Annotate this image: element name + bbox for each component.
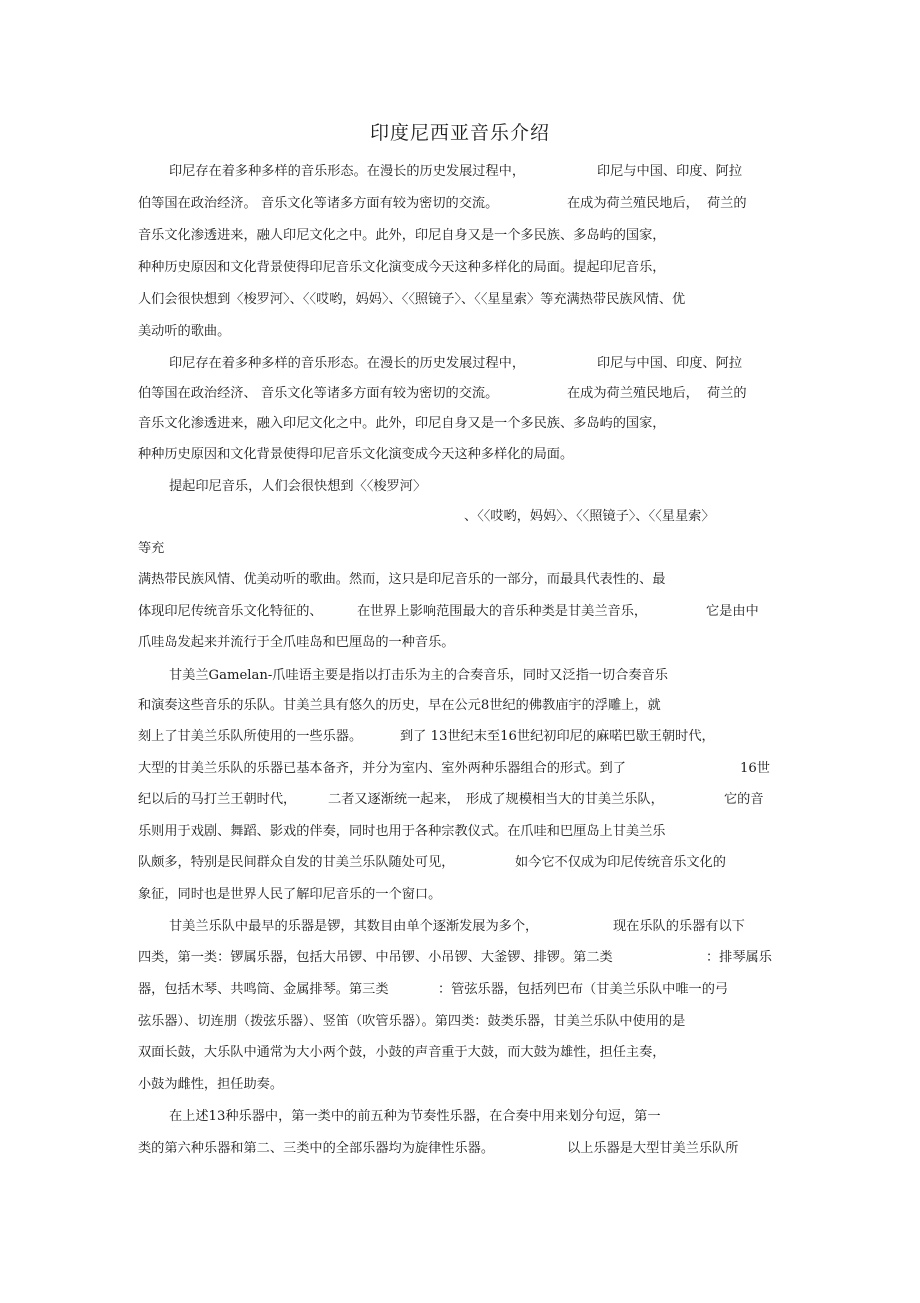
text-line: 提起印尼音乐，人们会很快想到〈〈梭罗河〉 (169, 479, 427, 494)
text-line: 印尼与中国、印度、阿拉 (597, 356, 743, 371)
text-line: 队颇多，特别是民间群众自发的甘美兰乐队随处可见， (138, 855, 455, 870)
text-line: 在成为荷兰殖民地后， (567, 386, 699, 401)
text-line: 现在乐队的乐器有以下 (613, 919, 745, 934)
text-line: 甘美兰Gamelan-爪哇语主要是指以打击乐为主的合奏音乐，同时又泛指一切合奏音乐 (169, 668, 668, 683)
text-line: ：管弦乐器，包括列巴布（甘美兰乐队中唯一的弓 (438, 982, 729, 997)
text-line: 音乐文化渗透进来，融人印尼文化之中。此外，印尼自身又是一个多民族、多岛屿的国家， (138, 228, 666, 243)
text-line: 体现印尼传统音乐文化特征的、 (138, 604, 323, 619)
text-line: 16世 (740, 761, 770, 776)
text-line: 小鼓为雌性，担任助奏。 (138, 1077, 284, 1092)
text-line: 二者又逐渐统一起来， (328, 792, 460, 807)
text-line: 到了 13世纪末至16世纪初印尼的麻喏巴歇王朝时代， (400, 729, 715, 744)
text-line: 以上乐器是大型甘美兰乐队所 (567, 1141, 739, 1156)
text-line: 、〈〈哎哟，妈妈〉、〈〈照镜子〉、〈〈星星索〉 (464, 509, 715, 524)
text-line: 和演奏这些音乐的乐队。甘美兰具有悠久的历史，早在公元8世纪的佛教庙宇的浮雕上，就 (138, 698, 661, 713)
text-line: 音乐文化渗透进来，融入印尼文化之中。此外，印尼自身又是一个多民族、多岛屿的国家， (138, 416, 666, 431)
text-line: 刻上了甘美兰乐队所使用的一些乐器。 (138, 729, 363, 744)
text-line: 类的第六种乐器和第二、三类中的全部乐器均为旋律性乐器。 (138, 1141, 495, 1156)
text-line: 在成为荷兰殖民地后， (567, 196, 699, 211)
text-line: 爪哇岛发起来并流行于全爪哇岛和巴厘岛的一种音乐。 (138, 635, 455, 650)
text-line: 等充 (138, 541, 165, 556)
text-line: 在世界上影响范围最大的音乐种类是甘美兰音乐， (357, 604, 648, 619)
text-line: 人们会很快想到〈梭罗河〉、〈〈哎哟，妈妈〉、〈〈照镜子〉、〈〈星星索〉等充满热带民族风情、优 (138, 292, 686, 307)
text-line: 荷兰的 (707, 196, 747, 211)
text-line: 在上述13种乐器中，第一类中的前五种为节奏性乐器，在合奏中用来划分句逗，第一 (169, 1109, 661, 1124)
text-line: 荷兰的 (707, 386, 747, 401)
text-line: 器，包括木琴、共鸣筒、金属排琴。第三类 (138, 982, 389, 997)
text-line: 弦乐器）、切连朋（拨弦乐器）、竖笛（吹管乐器）。第四类：鼓类乐器，甘美兰乐队中使用的是 (138, 1014, 686, 1029)
text-line: 满热带民族风情、优美动听的歌曲。然而，这只是印尼音乐的一部分，而最具代表性的、最 (138, 572, 666, 587)
text-line: 象征，同时也是世界人民了解印尼音乐的一个窗口。 (138, 887, 442, 902)
text-line: 双面长鼓，大乐队中通常为大小两个鼓，小鼓的声音重于大鼓，而大鼓为雄性，担任主奏， (138, 1045, 666, 1060)
text-line: 乐则用于戏剧、舞蹈、影戏的伴奏，同时也用于各种宗教仪式。在爪哇和巴厘岛上甘美兰乐 (138, 824, 666, 839)
text-line: 四类，第一类：锣属乐器，包括大吊锣、中吊锣、小吊锣、大釜锣、排锣。第二类 (138, 950, 613, 965)
text-line: 伯等国在政治经济、 音乐文化等诸多方面有较为密切的交流。 (138, 386, 499, 401)
text-line: 形成了规模相当大的甘美兰乐队， (466, 792, 664, 807)
text-line: 它是由中 (706, 604, 759, 619)
text-line: 印尼与中国、印度、阿拉 (597, 164, 743, 179)
text-line: 纪以后的马打兰王朝时代， (138, 792, 297, 807)
text-line: 印尼存在着多种多样的音乐形态。在漫长的历史发展过程中， (169, 164, 526, 179)
text-line: 伯等国在政治经济。 音乐文化等诸多方面有较为密切的交流。 (138, 196, 499, 211)
text-line: 印尼存在着多种多样的音乐形态。在漫长的历史发展过程中， (169, 356, 526, 371)
text-line: ：排琴属乐 (706, 950, 772, 965)
text-line: 如今它不仅成为印尼传统音乐文化的 (515, 855, 726, 870)
text-line: 大型的甘美兰乐队的乐器已基本备齐，并分为室内、室外两种乐器组合的形式。到了 (138, 761, 626, 776)
text-line: 甘美兰乐队中最早的乐器是锣，其数目由单个逐渐发展为多个， (169, 919, 539, 934)
text-line: 种种历史原因和文化背景使得印尼音乐文化演变成今天这种多样化的局面。提起印尼音乐， (138, 260, 666, 275)
text-line: 它的音 (724, 792, 764, 807)
text-line: 美动听的歌曲。 (138, 324, 231, 339)
text-line: 种种历史原因和文化背景使得印尼音乐文化演变成今天这种多样化的局面。 (138, 447, 574, 462)
page-title: 印度尼西亚音乐介绍 (369, 122, 550, 144)
